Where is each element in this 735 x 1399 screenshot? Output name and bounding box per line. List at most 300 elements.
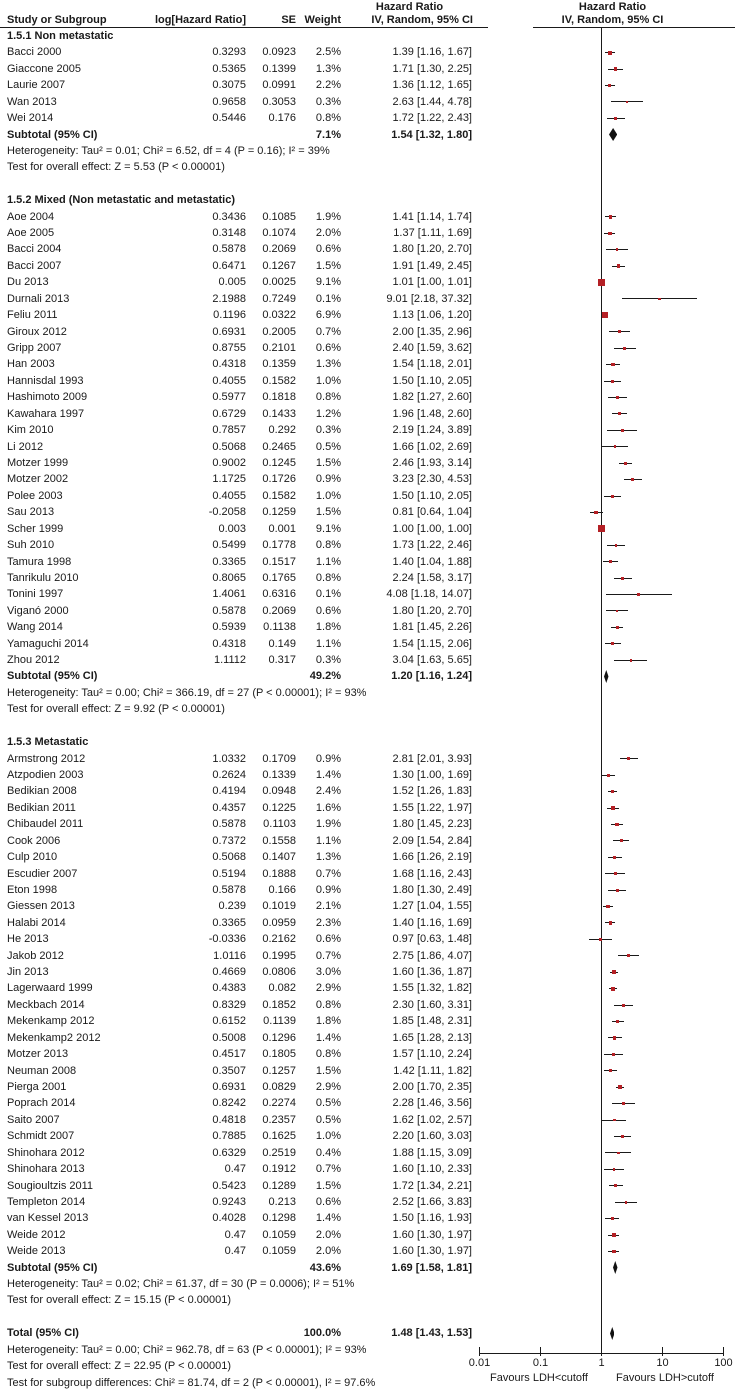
study-name: Aoe 2005: [7, 227, 55, 240]
forest-plot-cell: [478, 980, 735, 996]
spacer-row: [0, 176, 735, 192]
forest-plot-cell: [478, 586, 735, 602]
axis-tick-label: 100: [714, 1357, 733, 1369]
hazard-ratio-ci-text: 1.54 [1.15, 2.06]: [392, 637, 472, 650]
overall-effect-row: [0, 159, 735, 175]
hazard-ratio-ci-text: 1.50 [1.16, 1.93]: [392, 1212, 472, 1225]
se-value: 0.1138: [263, 621, 296, 634]
effect-marker: [608, 51, 612, 55]
weight-value: 6.9%: [315, 309, 341, 322]
study-name: Tamura 1998: [7, 555, 72, 568]
pooled-diamond: [613, 1261, 618, 1274]
se-value: 0.001: [268, 522, 296, 535]
se-value: [246, 668, 296, 684]
forest-plot-cell: [478, 603, 735, 619]
log-hazard-ratio-value: 0.9002: [212, 456, 246, 469]
annotation-text: Test for overall effect: Z = 9.92 (P < 0.00001): [7, 703, 225, 716]
forest-plot-cell: [478, 127, 735, 143]
effect-marker: [658, 298, 661, 301]
log-hazard-ratio-value: 0.5068: [212, 851, 246, 864]
weight-value: 0.8%: [315, 391, 341, 404]
log-hazard-ratio-value: 1.1112: [213, 654, 246, 667]
weight-value: 0.3%: [315, 654, 341, 667]
weight-value: 0.8%: [315, 539, 341, 552]
hazard-ratio-ci-text: 1.54 [1.32, 1.80]: [391, 128, 472, 141]
log-hazard-ratio-value: 0.8065: [212, 571, 246, 584]
se-value: 0.1912: [262, 1163, 296, 1176]
se-value: 0.0322: [262, 309, 296, 322]
study-name: Tonini 1997: [7, 588, 64, 601]
study-row: [0, 915, 735, 931]
effect-marker: [611, 987, 615, 991]
forest-plot-cell: [478, 389, 735, 405]
study-name: Laurie 2007: [7, 79, 66, 92]
study-name: Meckbach 2014: [7, 998, 85, 1011]
se-value: 0.0806: [262, 966, 296, 979]
forest-plot-cell: [478, 866, 735, 882]
forest-plot-cell: [478, 554, 735, 570]
weight-value: 0.5%: [315, 440, 341, 453]
se-value: 0.1059: [262, 1228, 296, 1241]
forest-plot-cell: [478, 1227, 735, 1243]
study-row: [0, 44, 735, 60]
study-name: Bacci 2000: [7, 46, 62, 59]
study-row: [0, 767, 735, 783]
study-row: [0, 77, 735, 93]
forest-plot-cell: [478, 356, 735, 372]
log-hazard-ratio-value: 0.003: [218, 522, 246, 535]
effect-measure-heading-left: Hazard Ratio: [375, 1, 444, 13]
se-value: 0.0829: [262, 1081, 296, 1093]
weight-value: 0.1%: [315, 588, 341, 601]
weight-value: 2.4%: [315, 785, 341, 798]
se-value: 0.1139: [263, 1015, 296, 1028]
log-hazard-ratio-value: 0.2624: [212, 768, 246, 781]
study-row: [0, 931, 735, 947]
forest-plot-cell: [478, 652, 735, 668]
se-value: [246, 1260, 296, 1276]
se-value: 0.1805: [262, 1048, 296, 1061]
se-value: 0.1085: [262, 210, 296, 223]
effect-marker: [623, 347, 626, 350]
forest-plot-cell: [478, 488, 735, 504]
effect-marker: [613, 1119, 616, 1122]
log-hazard-ratio-value: 0.47: [224, 1245, 246, 1258]
hazard-ratio-ci-text: 3.23 [2.30, 4.53]: [392, 473, 472, 486]
log-hazard-ratio-value: 0.7372: [212, 834, 246, 847]
se-value: 0.1019: [262, 900, 296, 913]
weight-value: 1.8%: [315, 621, 341, 634]
hazard-ratio-ci-text: 1.52 [1.26, 1.83]: [392, 785, 472, 798]
hazard-ratio-ci-text: 1.37 [1.11, 1.69]: [393, 227, 472, 240]
study-row: [0, 340, 735, 356]
weight-value: 1.3%: [315, 358, 341, 371]
study-name: Chibaudel 2011: [7, 818, 84, 831]
log-hazard-ratio-value: 0.9243: [212, 1195, 246, 1208]
weight-value: 1.3%: [315, 62, 341, 75]
study-row: [0, 274, 735, 290]
log-hazard-ratio-value: 0.5878: [212, 818, 246, 831]
se-value: 0.0923: [262, 46, 296, 59]
log-hazard-ratio-value: 0.239: [218, 900, 246, 913]
hazard-ratio-ci-text: 1.71 [1.30, 2.25]: [392, 62, 472, 75]
effect-marker: [618, 330, 621, 333]
effect-marker: [609, 215, 612, 218]
effect-marker: [613, 856, 616, 859]
log-hazard-ratio-value: 0.005: [218, 276, 246, 289]
forest-plot-cell: [478, 800, 735, 816]
hazard-ratio-ci-text: 1.50 [1.10, 2.05]: [392, 374, 472, 387]
annotation-text: Heterogeneity: Tau² = 0.00; Chi² = 366.19, df = 27 (P < 0.00001); I² = 93%: [7, 686, 367, 699]
forest-plot-cell: [478, 455, 735, 471]
weight-value: 1.1%: [315, 834, 341, 847]
forest-plot-cell: [478, 537, 735, 553]
effect-marker: [611, 1217, 614, 1220]
effect-marker: [622, 1004, 625, 1007]
forest-plot-cell: [478, 521, 735, 537]
study-row: [0, 1013, 735, 1029]
forest-plot-cell: [478, 44, 735, 60]
hazard-ratio-ci-text: 1.57 [1.10, 2.24]: [392, 1048, 472, 1061]
weight-value: 1.4%: [315, 1031, 341, 1044]
effect-marker: [612, 1233, 616, 1237]
effect-marker: [627, 954, 630, 957]
hazard-ratio-ci-text: 2.30 [1.60, 3.31]: [392, 998, 472, 1011]
study-row: [0, 652, 735, 668]
study-row: [0, 1079, 735, 1095]
study-row: [0, 1227, 735, 1243]
se-value: 0.213: [268, 1195, 296, 1208]
weight-value: 0.3%: [315, 424, 341, 437]
log-hazard-ratio-value: 0.6931: [212, 325, 246, 338]
study-name: Du 2013: [7, 276, 49, 289]
study-name: Halabi 2014: [7, 916, 66, 929]
weight-value: 49.2%: [309, 670, 341, 683]
hazard-ratio-ci-text: 1.96 [1.48, 2.60]: [392, 407, 472, 420]
log-hazard-ratio-value: 0.3436: [212, 210, 246, 223]
study-name: Pierga 2001: [7, 1081, 67, 1093]
se-value: 0.2005: [262, 325, 296, 338]
effect-marker: [611, 806, 614, 809]
hazard-ratio-ci-text: 2.46 [1.93, 3.14]: [392, 456, 472, 469]
hazard-ratio-ci-text: 1.42 [1.11, 1.82]: [393, 1064, 472, 1077]
study-name: Feliu 2011: [7, 309, 58, 322]
weight-value: 0.6%: [315, 933, 341, 946]
se-value: 0.1709: [262, 752, 296, 765]
study-name: Mekenkamp 2012: [7, 1015, 95, 1028]
hazard-ratio-ci-text: 2.52 [1.66, 3.83]: [392, 1195, 472, 1208]
forest-plot-cell: [478, 1079, 735, 1095]
weight-value: 1.5%: [315, 506, 341, 519]
effect-marker: [626, 101, 629, 104]
forest-plot-cell: [478, 209, 735, 225]
study-row: [0, 980, 735, 996]
study-row: [0, 241, 735, 257]
axis-tick-label: 0.1: [532, 1357, 549, 1369]
weight-value: 1.0%: [315, 1130, 341, 1143]
effect-marker: [624, 462, 627, 465]
forest-plot-cell: [478, 307, 735, 323]
log-hazard-ratio-value: 0.7885: [212, 1130, 246, 1143]
log-hazard-ratio-value: 0.7857: [212, 424, 246, 437]
weight-value: 1.0%: [315, 489, 341, 502]
hazard-ratio-ci-text: 1.65 [1.28, 2.13]: [392, 1031, 472, 1044]
study-row: [0, 866, 735, 882]
effect-marker: [620, 839, 623, 842]
se-value: 0.1765: [262, 571, 296, 584]
hazard-ratio-ci-text: 1.00 [1.00, 1.00]: [392, 522, 472, 535]
forest-plot-cell: [478, 324, 735, 340]
column-header-study: Study or Subgroup: [7, 14, 107, 26]
effect-marker: [613, 1036, 616, 1039]
study-row: [0, 1210, 735, 1226]
axis-tick-label: 0.01: [468, 1357, 491, 1369]
effect-marker: [614, 445, 617, 448]
forest-plot-cell: [478, 1046, 735, 1062]
study-row: [0, 422, 735, 438]
effect-marker: [630, 659, 633, 662]
weight-value: 1.0%: [315, 374, 341, 387]
axis-tick-label: 10: [656, 1357, 669, 1369]
log-hazard-ratio-value: 0.6152: [212, 1015, 246, 1028]
study-name: Mekenkamp2 2012: [7, 1031, 101, 1044]
study-name: Wan 2013: [7, 95, 57, 108]
study-name: Motzer 2002: [7, 473, 69, 486]
study-name: Lagerwaard 1999: [7, 982, 93, 995]
forest-plot-cell: [478, 1095, 735, 1111]
study-row: [0, 800, 735, 816]
study-name: Yamaguchi 2014: [7, 637, 89, 650]
weight-value: 1.5%: [315, 259, 341, 272]
effect-marker: [617, 264, 620, 267]
hazard-ratio-ci-text: 4.08 [1.18, 14.07]: [386, 588, 472, 601]
forest-plot-cell: [478, 373, 735, 389]
study-name: Suh 2010: [7, 539, 55, 552]
hazard-ratio-ci-text: 1.13 [1.06, 1.20]: [392, 309, 472, 322]
study-name: Giroux 2012: [7, 325, 67, 338]
study-name: Culp 2010: [7, 851, 58, 864]
forest-plot-cell: [478, 1243, 735, 1259]
weight-value: 0.3%: [315, 95, 341, 108]
hazard-ratio-ci-text: 2.20 [1.60, 3.03]: [392, 1130, 472, 1143]
forest-plot-cell: [478, 1063, 735, 1079]
effect-marker: [612, 970, 616, 974]
effect-marker: [598, 279, 605, 286]
column-header-ci-plot: IV, Random, 95% CI: [561, 14, 664, 26]
subgroup-header-row: [0, 192, 735, 208]
hazard-ratio-ci-text: 1.69 [1.58, 1.81]: [391, 1261, 472, 1274]
study-row: [0, 537, 735, 553]
forest-plot-cell: [478, 915, 735, 931]
log-hazard-ratio-value: 1.1725: [212, 473, 246, 486]
study-row: [0, 1063, 735, 1079]
study-row: [0, 964, 735, 980]
effect-marker: [614, 117, 617, 120]
se-value: 0.1298: [262, 1212, 296, 1225]
hazard-ratio-ci-text: 2.63 [1.44, 4.78]: [392, 95, 472, 108]
hazard-ratio-ci-text: 1.66 [1.26, 2.19]: [392, 851, 472, 864]
favours-right-label: Favours LDH>cutoff: [616, 1372, 714, 1384]
se-value: 0.2162: [262, 933, 296, 946]
weight-value: 2.1%: [315, 900, 341, 913]
se-value: 0.1582: [262, 489, 296, 502]
study-name: Weide 2012: [7, 1228, 66, 1241]
log-hazard-ratio-value: 0.5194: [212, 867, 246, 880]
hazard-ratio-ci-text: 1.66 [1.02, 2.69]: [392, 440, 472, 453]
effect-marker: [616, 396, 619, 399]
study-name: Li 2012: [7, 440, 44, 453]
log-hazard-ratio-value: 0.3293: [212, 46, 246, 59]
effect-measure-heading-right: Hazard Ratio: [578, 1, 647, 13]
se-value: 0.292: [268, 424, 296, 437]
forest-plot-cell: [478, 94, 735, 110]
subtotal-row: [0, 1260, 735, 1276]
study-row: [0, 554, 735, 570]
total-heterogeneity-row: [0, 1342, 735, 1358]
forest-plot-cell: [478, 1128, 735, 1144]
forest-plot-cell: [478, 258, 735, 274]
hazard-ratio-ci-text: 1.40 [1.04, 1.88]: [392, 555, 472, 568]
se-value: 0.7249: [262, 292, 296, 305]
hazard-ratio-ci-text: 2.19 [1.24, 3.89]: [392, 424, 472, 437]
weight-value: 9.1%: [315, 276, 341, 289]
hazard-ratio-ci-text: 1.85 [1.48, 2.31]: [392, 1015, 472, 1028]
weight-value: 1.5%: [315, 1064, 341, 1077]
hazard-ratio-ci-text: 1.50 [1.10, 2.05]: [392, 489, 472, 502]
effect-marker: [625, 1201, 628, 1204]
study-name: Total (95% CI): [7, 1327, 79, 1340]
study-row: [0, 1161, 735, 1177]
forest-plot-cell: [478, 77, 735, 93]
study-name: He 2013: [7, 933, 49, 946]
study-row: [0, 356, 735, 372]
hazard-ratio-ci-text: 1.48 [1.43, 1.53]: [391, 1327, 472, 1340]
se-value: 0.2519: [262, 1146, 296, 1159]
weight-value: 0.8%: [315, 112, 341, 125]
log-hazard-ratio-value: 1.0116: [213, 949, 246, 962]
hazard-ratio-ci-text: 1.54 [1.18, 2.01]: [392, 358, 472, 371]
study-row: [0, 406, 735, 422]
subgroup-differences-row: [0, 1375, 735, 1391]
log-hazard-ratio-value: 0.4055: [212, 489, 246, 502]
study-name: Escudier 2007: [7, 867, 78, 880]
forest-plot-cell: [478, 274, 735, 290]
forest-plot-cell: [478, 1325, 735, 1341]
se-value: 0.1778: [262, 539, 296, 552]
log-hazard-ratio-value: 0.4383: [212, 982, 246, 995]
pooled-diamond: [610, 1327, 615, 1340]
effect-marker: [609, 560, 612, 563]
se-value: 0.166: [268, 883, 296, 896]
forest-plot-cell: [478, 668, 735, 684]
weight-value: 43.6%: [309, 1261, 341, 1274]
study-row: [0, 324, 735, 340]
study-row: [0, 783, 735, 799]
study-name: Jakob 2012: [7, 949, 64, 962]
log-hazard-ratio-value: [141, 127, 246, 143]
se-value: 0.0959: [262, 916, 296, 929]
weight-value: 0.9%: [315, 752, 341, 765]
effect-marker: [621, 1135, 624, 1138]
study-name: Han 2003: [7, 358, 55, 371]
hazard-ratio-ci-text: 1.39 [1.16, 1.67]: [392, 46, 472, 59]
study-name: Shinohara 2012: [7, 1146, 85, 1159]
overall-effect-row: [0, 1292, 735, 1308]
log-hazard-ratio-value: 0.3365: [212, 555, 246, 568]
log-hazard-ratio-value: 0.4517: [212, 1048, 246, 1061]
effect-marker: [611, 363, 614, 366]
forest-plot-cell: [478, 816, 735, 832]
study-row: [0, 1178, 735, 1194]
hazard-ratio-ci-text: 2.00 [1.70, 2.35]: [392, 1081, 472, 1093]
weight-value: 2.9%: [315, 982, 341, 995]
forest-plot-cell: [478, 833, 735, 849]
forest-plot-cell: [478, 504, 735, 520]
study-row: [0, 833, 735, 849]
annotation-text: Heterogeneity: Tau² = 0.01; Chi² = 6.52, df = 4 (P = 0.16); I² = 39%: [7, 144, 330, 157]
log-hazard-ratio-value: 2.1988: [212, 292, 246, 305]
hazard-ratio-ci-text: 1.72 [1.22, 2.43]: [392, 112, 472, 125]
log-hazard-ratio-value: 0.3075: [212, 79, 246, 92]
log-hazard-ratio-value: 0.5939: [212, 621, 246, 634]
log-hazard-ratio-value: 0.4357: [212, 801, 246, 814]
effect-marker: [631, 478, 634, 481]
log-hazard-ratio-value: 0.5977: [212, 391, 246, 404]
study-name: Schmidt 2007: [7, 1130, 75, 1143]
forest-plot-cell: [478, 751, 735, 767]
effect-marker: [618, 1085, 622, 1089]
weight-value: 0.9%: [315, 883, 341, 896]
se-value: 0.2101: [262, 342, 296, 355]
effect-marker: [613, 1168, 616, 1171]
effect-marker: [611, 642, 614, 645]
weight-value: 0.5%: [315, 1097, 341, 1110]
annotation-text: Heterogeneity: Tau² = 0.00; Chi² = 962.78, df = 63 (P < 0.00001); I² = 93%: [7, 1343, 367, 1356]
weight-value: 3.0%: [315, 966, 341, 979]
column-header-se: SE: [281, 14, 296, 26]
se-value: 0.2069: [262, 604, 296, 617]
subgroup-label: 1.5.1 Non metastatic: [7, 30, 114, 42]
hazard-ratio-ci-text: 1.80 [1.20, 2.70]: [392, 243, 472, 256]
se-value: 0.1625: [262, 1130, 296, 1143]
effect-marker: [616, 889, 619, 892]
forest-plot-cell: [478, 241, 735, 257]
study-row: [0, 521, 735, 537]
se-value: 0.2357: [262, 1113, 296, 1126]
study-name: Giaccone 2005: [7, 62, 81, 75]
se-value: 0.1267: [262, 259, 296, 272]
log-hazard-ratio-value: 0.5365: [212, 62, 246, 75]
se-value: [246, 127, 296, 143]
study-row: [0, 504, 735, 520]
forest-plot-cell: [478, 898, 735, 914]
favours-left-label: Favours LDH<cutoff: [490, 1372, 588, 1384]
se-value: 0.2069: [262, 243, 296, 256]
se-value: 0.1852: [262, 998, 296, 1011]
heterogeneity-row: [0, 685, 735, 701]
effect-marker: [599, 938, 602, 941]
subgroup-label: 1.5.2 Mixed (Non metastatic and metastatic): [7, 194, 236, 207]
log-hazard-ratio-value: 0.6729: [212, 407, 246, 420]
weight-value: 7.1%: [315, 128, 341, 141]
log-hazard-ratio-value: 1.4061: [212, 588, 246, 601]
study-row: [0, 1030, 735, 1046]
log-hazard-ratio-value: 0.5008: [212, 1031, 246, 1044]
forest-plot-cell: [478, 1194, 735, 1210]
forest-plot-cell: [478, 439, 735, 455]
hazard-ratio-ci-text: 2.09 [1.54, 2.84]: [392, 834, 472, 847]
weight-value: 0.7%: [315, 325, 341, 338]
